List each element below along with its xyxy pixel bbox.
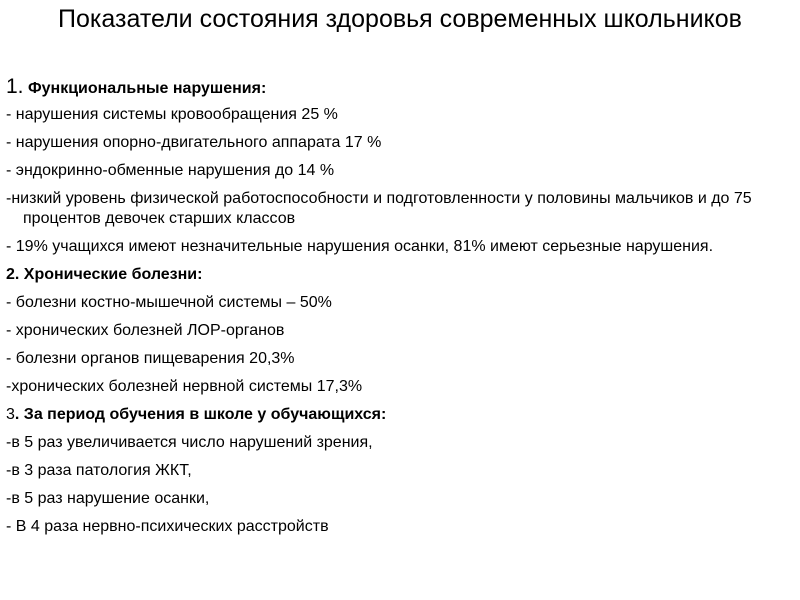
slide-title: Показатели состояния здоровья современных школьников — [58, 5, 742, 33]
section-1-number: 1. — [6, 75, 24, 98]
section-2-item: -хронических болезней нервной системы 17,3% — [6, 378, 363, 395]
section-2-item: - болезни органов пищеварения 20,3% — [6, 350, 295, 367]
section-3-item: -в 5 раз увеличивается число нарушений зрения, — [6, 434, 373, 451]
section-2-item: - болезни костно-мышечной системы – 50% — [6, 294, 332, 311]
section-1-item: -низкий уровень физической работоспособности и подготовленности у половины мальчиков и до 75 процентов девочек старших классов — [6, 190, 752, 227]
section-1-item: - эндокринно-обменные нарушения до 14 % — [6, 162, 335, 179]
section-3-number: 3 — [6, 406, 15, 423]
section-3-item: - В 4 раза нервно-психических расстройств — [6, 518, 329, 535]
section-3-title: . За период обучения в школе у обучающихся: — [14, 406, 387, 423]
section-1-title: Функциональные нарушения: — [27, 80, 267, 97]
section-2-item: - хронических болезней ЛОР-органов — [6, 322, 285, 339]
section-3-item: -в 5 раз нарушение осанки, — [6, 490, 210, 507]
section-1-item: - нарушения системы кровообращения 25 % — [6, 106, 338, 123]
section-3-item: -в 3 раза патология ЖКТ, — [6, 462, 192, 479]
slide-body — [6, 77, 794, 537]
section-3-heading — [6, 405, 794, 425]
section-1-item: - нарушения опорно-двигательного аппарата 17 % — [6, 134, 382, 151]
section-1-heading — [6, 77, 794, 99]
section-2-heading: 2. Хронические болезни: — [6, 266, 203, 283]
section-1-item: - 19% учащихся имеют незначительные нарушения осанки, 81% имеют серьезные нарушения. — [6, 238, 714, 255]
